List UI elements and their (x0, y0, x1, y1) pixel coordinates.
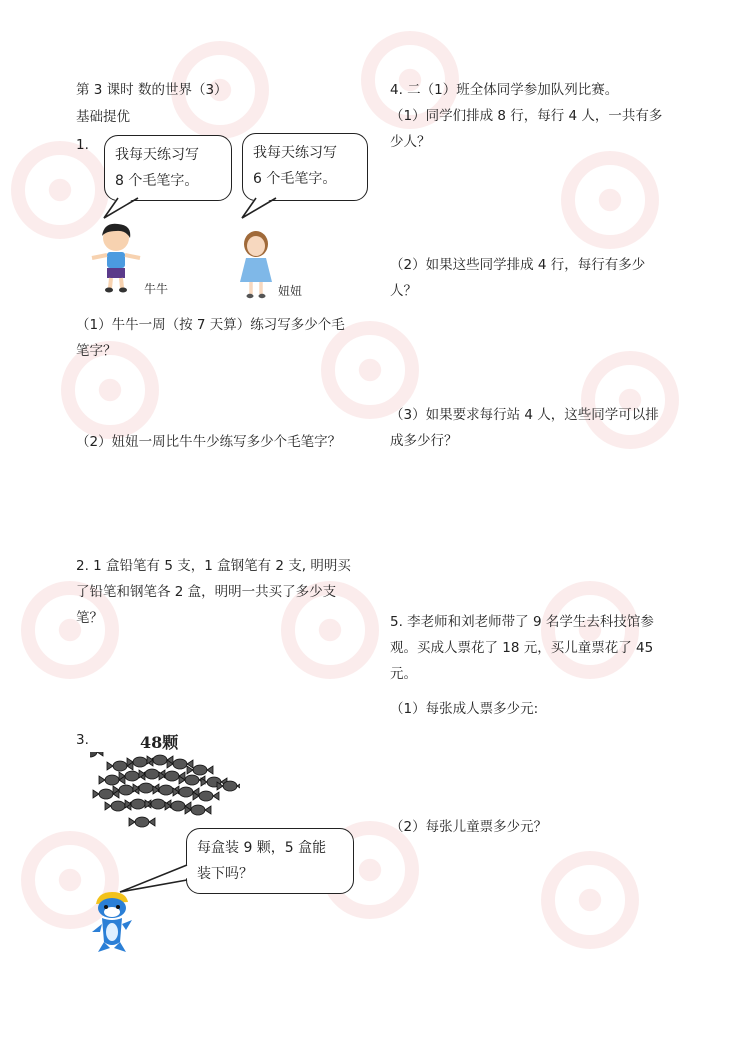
q4-part3-line: 成多少行？ (390, 433, 458, 449)
q4-part2-line: （2）如果这些同学排成 4 行，每行有多少 (390, 257, 646, 273)
q5-part1: （1）每张成人票多少元: (390, 701, 539, 717)
lesson-title: 第 3 课时 数的世界（3） (76, 82, 228, 98)
candy-count-label: 48颗 (140, 733, 179, 752)
speech-bubble-girl (242, 133, 368, 201)
q3-number: 3. (76, 732, 89, 748)
q1-part1-line: （1）牛牛一周（按 7 天算）练习写多少个毛 (76, 317, 345, 333)
q4-title: 4. 二（1）班全体同学参加队列比赛。 (390, 82, 619, 98)
boy-figure-icon (88, 222, 144, 294)
girl-figure-icon (236, 228, 276, 300)
q2-line: 2. 1 盒铅笔有 5 支，1 盒钢笔有 2 支, 明明买 (76, 558, 351, 574)
q4-part2 (390, 252, 645, 304)
q5-line: 5. 李老师和刘老师带了 9 名学生去科技馆参 (390, 614, 654, 630)
speech-bubble-boy (104, 135, 232, 201)
q4-part3-line: （3）如果要求每行站 4 人，这些同学可以排 (390, 407, 659, 423)
speech-bubble-q3 (186, 828, 354, 894)
candy-pile-icon (90, 752, 240, 832)
q5-part2: （2）每张儿童票多少元？ (390, 819, 548, 835)
bubble-line: 每盒装 9 颗，5 盒能 (197, 840, 327, 856)
bubble-line: 我每天练习写 (253, 145, 337, 161)
bubble-line: 8 个毛笔字。 (115, 173, 199, 189)
q5-line: 观。买成人票花了 18 元，买儿童票花了 45 (390, 640, 654, 656)
bubble-line: 6 个毛笔字。 (253, 171, 337, 187)
dolphin-mascot-icon (88, 890, 136, 956)
q4-part2-line: 人？ (390, 283, 417, 299)
boy-name-label: 牛牛 (144, 282, 169, 296)
bubble-tail-icon (238, 196, 298, 222)
q1-part1-line: 笔字？ (76, 343, 117, 359)
q5-line: 元。 (390, 666, 417, 682)
q2-line: 笔？ (76, 610, 103, 626)
watermark-logo-icon (520, 830, 660, 970)
bubble-tail-icon (100, 196, 160, 222)
q2-line: 了铅笔和钢笔各 2 盒，明明一共买了多少支 (76, 584, 337, 600)
q4-part1 (390, 103, 662, 155)
q4-part1-line: 少人？ (390, 134, 431, 150)
bubble-line: 我每天练习写 (115, 147, 199, 163)
q5-text (390, 609, 654, 687)
q1-part1 (76, 312, 345, 364)
girl-name-label: 妞妞 (278, 284, 303, 298)
q1-number: 1. (76, 137, 89, 153)
q2-text (76, 553, 351, 631)
q1-part2: （2）妞妞一周比牛牛少练写多少个毛笔字？ (76, 434, 342, 450)
q4-part3 (390, 402, 659, 454)
bubble-line: 装下吗？ (197, 866, 253, 882)
q4-part1-line: （1）同学们排成 8 行，每行 4 人，一共有多 (390, 108, 663, 124)
section-heading: 基础提优 (76, 109, 130, 125)
